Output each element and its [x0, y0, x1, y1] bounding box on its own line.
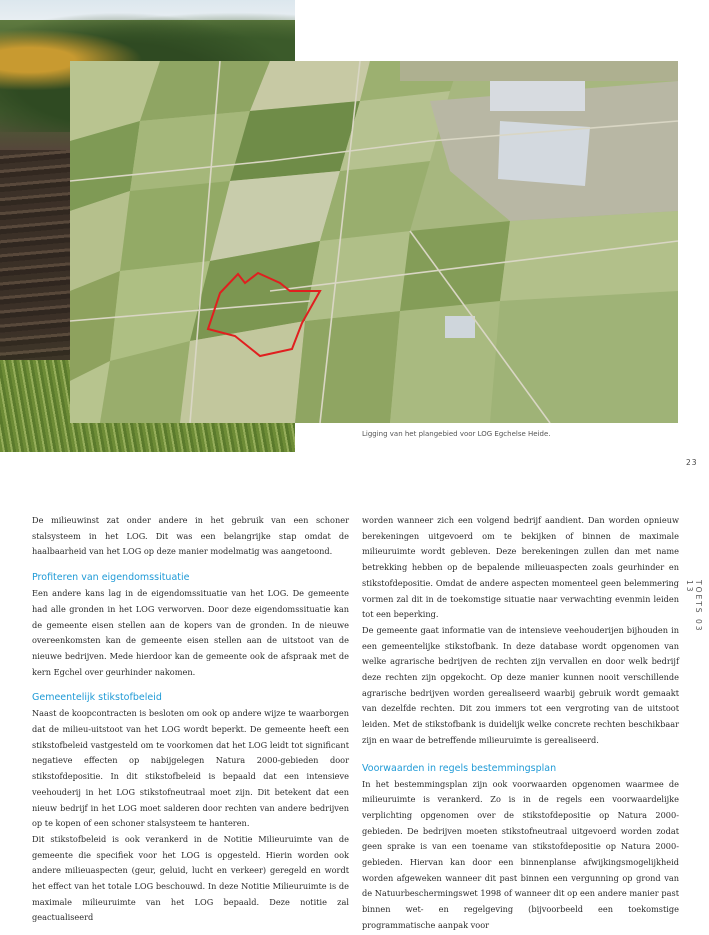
section-body-eigendomssituatie: Een andere kans lag in de eigendomssituatie van het LOG. De gemeente had alle gronden in het LOG verworven. Door deze eigendomssituatie kan de gemeente eisen stellen aan de kopers van de gronden. In de nieuwe overeenkomsten kan de gemeente eisen stellen aan de uitstoot van de nieuwe bedrijven. Mede hierdoor kan de gemeente ook de afspraak met de kern Egchel over geurhinder nakomen. [32, 588, 349, 677]
aerial-map-photo [70, 61, 678, 423]
section-heading-voorwaarden: Voorwaarden in regels bestemmingsplan [362, 762, 557, 774]
section-body-stikstofbeleid-2: Dit stikstofbeleid is ook verankerd in de Notitie Milieuruimte van de gemeente die specifiek voor het LOG is opgesteld. Hierin worden ook andere milieuaspecten (geur, geluid, lucht en verkeer) geregeld en wordt het effect van het totale LOG beschouwd. In deze Notitie Milieuruimte is de maximale milieuruimte van het LOG bepaald. Deze notitie zal geactualiseerd [32, 833, 349, 923]
section-heading-stikstofbeleid: Gemeentelijk stikstofbeleid [32, 692, 162, 704]
aerial-map-drawing [70, 61, 678, 423]
running-label: TOETS 03 13 [685, 580, 703, 633]
section-heading-eigendomssituatie: Profiteren van eigendomssituatie [32, 572, 190, 584]
section-body-voorwaarden: In het bestemmingsplan zijn ook voorwaarden opgenomen waarmee de milieuruimte is verankerd. Zo is in de regels een voorwaardelijke verplichting opgenomen over de stikstofdepositie op Natura 2000-gebieden. De bedrijven moeten stikstofneutraal uitgevoerd worden zodat geen sprake is van een toename van stikstofdepositie op Natura 2000-gebieden. Hiervan kan door een binnenplanse afwijkingsmogelijkheid worden afgeweken wanneer dit past binnen een vergunning op grond van de Natuurbeschermingswet 1998 of wanneer dit op een andere manier past binnen wet- en regelgeving (bijvoorbeeld een toekomstige programmatische aanpak voor [362, 778, 679, 930]
left-column [32, 513, 349, 926]
figure-caption: Ligging van het plangebied voor LOG Egchelse Heide. [362, 430, 551, 438]
right-column [362, 513, 679, 934]
page-number: 23 [686, 458, 698, 467]
section-body-stikstofbeleid-1: Naast de koopcontracten is besloten om ook op andere wijze te waarborgen dat de milieu-uitstoot van het LOG wordt beperkt. De gemeente heeft een stikstofbeleid vastgesteld om te voorkomen dat het LOG leidt tot significant negatieve effecten op nabijgelegen Natura 2000-gebieden door stikstofdepositie. In dit stikstofbeleid is bepaald dat een intensieve veehouderij in het LOG stikstofneutraal moet zijn. Dit betekent dat een nieuw bedrijf in het LOG moet salderen door rechten van andere bedrijven op te kopen of een schoner stalsysteem te hanteren. [32, 708, 349, 829]
intro-paragraph: De milieuwinst zat onder andere in het gebruik van een schoner stalsysteem in het LOG. Dit was een belangrijke stap omdat de haalbaarheid van het LOG op deze manier modelmatig was aangetoond. [32, 515, 349, 557]
right-paragraph-1: worden wanneer zich een volgend bedrijf aandient. Dan worden opnieuw berekeningen uitgevoerd om te bekijken of binnen de maximale milieuruimte wordt gebleven. Deze berekeningen zullen dan met name betrekking hebben op de bepalende milieuaspecten zoals geurhinder en stikstofdepositie. Omdat de andere aspecten momenteel geen belemmering vormen zal dit in de toekomstige situatie naar verwachting evenmin leiden tot een beperking. [362, 515, 679, 620]
right-paragraph-2: De gemeente gaat informatie van de intensieve veehouderijen bijhouden in een gemeentelijke stikstofbank. In deze database wordt opgenomen van welke agrarische bedrijven de rechten zijn vervallen en door welk bedrijf deze rechten zijn opgekocht. Op deze manier kunnen nooit verschillende agrarische bedrijven worden gerealiseerd waarbij gebruik wordt gemaakt van dezelfde rechten. Dit zou immers tot een vergroting van de uitstoot leiden. Met de stikstofbank is duidelijk welke concrete rechten beschikbaar zijn en waar de betreffende milieuruimte is gerealiseerd. [362, 624, 679, 745]
